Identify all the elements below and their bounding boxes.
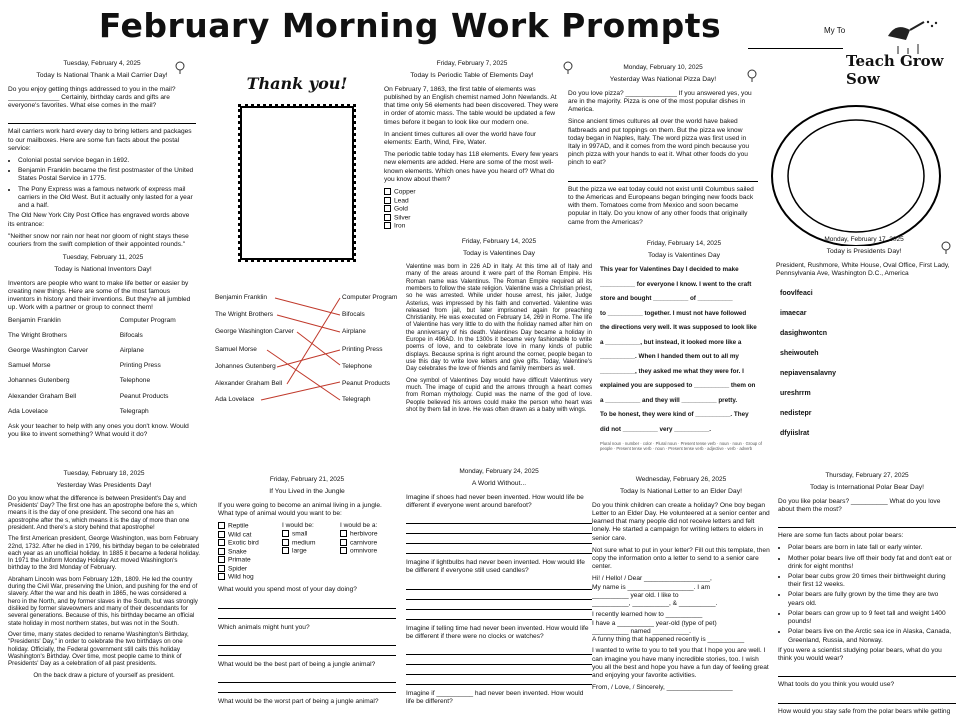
panel-text: President, Rushmore, White House, Oval Office, First Lady, Pennsylvania Ave, Washington D.C., America: [776, 261, 950, 277]
madlib-line[interactable]: __________. When I handed them out to all my: [600, 353, 739, 361]
match-item: Bifocals: [342, 311, 365, 318]
panel-text: In ancient times cultures all over the world have four elements: Earth, Wind, Fire, Water.: [384, 130, 537, 147]
panel-text: Here are some fun facts about polar bears:: [778, 532, 904, 540]
inventor-name: The Wright Brothers: [8, 331, 67, 339]
inventor-name: Benjamin Franklin: [8, 316, 61, 324]
letter-line[interactable]: Hi! / Hello! / Dear __________________,: [592, 575, 712, 583]
letter-line[interactable]: From, / Love, / Sincerely, __________________: [592, 684, 733, 692]
fact-item: • Mother polar bears live off their body fat and don't eat or drink for eight months!: [788, 555, 956, 571]
match-item: Printing Press: [342, 346, 383, 353]
panel-heading: Today Is National Letter to an Elder Day!: [619, 488, 743, 496]
inventor-name: Johannes Gutenberg: [8, 377, 70, 385]
scramble-list: [780, 290, 950, 450]
letter-line[interactable]: My name is __________________. I am: [592, 583, 711, 591]
fact-item: • Polar bears live on the Arctic sea ice in Alaska, Canada, Greenland, Russia, and Norway.: [788, 628, 956, 644]
madlib-line[interactable]: did not __________ very __________.: [600, 425, 711, 433]
panel-heading: Today Is Periodic Table of Elements Day!: [410, 72, 534, 80]
panel-date: Tuesday, February 11, 2025: [62, 254, 144, 261]
size-option[interactable]: medium: [282, 539, 334, 547]
match-name: The Wright Brothers: [215, 311, 274, 318]
panel-periodic-table: [384, 60, 560, 250]
thank-you-title: Thank you!: [246, 74, 348, 93]
scramble-word[interactable]: dasighwontcn: [780, 330, 828, 337]
panel-text: On February 7, 1863, the first table of elements was published by an English chemist named John Newlands. At that time only 56 elements had been discovered. They were in order of atomic mass. The table would be updated a few times before it began to look like our modern one.: [384, 85, 559, 126]
question: Imagine if shoes had never been invented. How would life be different if everyone went around barefoot?: [406, 493, 584, 509]
letter-line[interactable]: __________ year old. I like to: [592, 591, 679, 599]
diet-option[interactable]: herbivore: [340, 530, 396, 538]
panel-text: Mail carriers work hard every day to bring letters and packages to our mailboxes. Here are some fun facts about the postal service:: [8, 128, 192, 152]
diet-option[interactable]: carnivore: [340, 539, 396, 547]
element-option[interactable]: Copper: [384, 188, 560, 196]
teach-grow-sow-mini-icon: [560, 60, 576, 74]
element-option[interactable]: Gold: [384, 205, 560, 213]
panel-text: Do you enjoy getting things addressed to you in the mail? ______________ Certainly, birthday cards and gifts are everyone's favorites. What else comes in the mail?: [8, 85, 176, 110]
madlib-line[interactable]: __________ for everyone I know. I went to the craft: [600, 280, 752, 288]
diet-label: I would be a:: [340, 522, 378, 530]
question: What tools do you think you would use?: [778, 681, 895, 689]
panel-mail-carrier: [8, 60, 196, 252]
inventor-table: [8, 317, 198, 424]
madlib-line[interactable]: To be honest, they were kind of __________. They: [600, 411, 749, 419]
panel-footer: On the back draw a picture of yourself as president.: [33, 671, 175, 679]
panel-text: Do you think children can create a holiday? One boy began Letter to an Elder Day. He volunteered at a senior center and learned that many people did not receive letters and felt lonely. He started a campaign for writing letters to elders in senior care.: [592, 501, 770, 542]
invention-name: Telephone: [119, 377, 151, 385]
panel-polar-bear: [778, 472, 956, 716]
watering-can-icon: [868, 18, 948, 54]
element-option[interactable]: Lead: [384, 197, 560, 205]
scramble-word[interactable]: nepiavensalavny: [780, 370, 837, 377]
size-label: I would be:: [282, 522, 314, 530]
panel-date: Tuesday, February 4, 2025: [63, 60, 141, 67]
panel-text: But the pizza we eat today could not exist until Columbus sailed to the Americas and Europeans began bringing new foods back with them. Tomatoes come from Mexico and soon became popular in Italy. Do you know of any other foods that originally came from the Americas?: [568, 185, 754, 226]
panel-pizza: [568, 64, 758, 240]
panel-date: Friday, February 7, 2025: [436, 60, 508, 67]
animal-option[interactable]: Wild cat: [218, 531, 276, 539]
scramble-word[interactable]: nedistepr: [780, 410, 812, 417]
scramble-word[interactable]: dfyiislrat: [780, 430, 810, 437]
question: Imagine if lightbulbs had never been invented. How would life be different if everyone still used candles?: [406, 559, 585, 575]
panel-heading: If You Lived in the Jungle: [269, 488, 345, 496]
element-option[interactable]: Iron: [384, 222, 560, 230]
invention-name: Peanut Products: [119, 392, 169, 400]
animal-option[interactable]: Wild hog: [218, 573, 276, 581]
fact-item: • Colonial postal service began in 1692.: [18, 157, 196, 165]
fact-item: • The Pony Express was a famous network of express mail carriers in the Old West. But it actually only lasted for a year and a half.: [18, 186, 196, 211]
scramble-word[interactable]: foovlfeaci: [780, 290, 813, 297]
question: Imagine if __________ had never been invented. How would life be different?: [406, 690, 584, 706]
panel-text: The first American president, George Washington, was born February 22nd, 1732. After he died in 1799, his birthday began to be celebrated each year as an unofficial holiday. In 1885 it became a federal holiday. In 1971 the Uniform Monday Holiday Act moved Washington's birthday to the 3rd Monday of February.: [8, 535, 200, 572]
fact-item: • Polar bears can grow up to 9 feet tall and weight 1400 pounds!: [788, 610, 956, 626]
diet-option[interactable]: omnivore: [340, 547, 396, 555]
size-option[interactable]: large: [282, 547, 334, 555]
inventor-name: Alexander Graham Bell: [8, 392, 77, 400]
invention-name: Printing Press: [119, 362, 161, 370]
panel-heading: Today is National Inventors Day!: [54, 266, 152, 274]
panel-text: Do you know what the difference is between President's Day and Presidents' Day? The first one has an apostrophe before the s, which means it is the day of one president. The second one has an apostrophe after the s, which means it is the day of more than one president. And there's a story behind that apostrophe!: [8, 494, 198, 531]
madlib-hints: Plural noun · number · color · Plural noun · Present tense verb · noun · noun · Group of people · Present tense verb · noun · Present tense verb · adjective · verb · adverb: [600, 440, 762, 451]
question: What would you spend most of your day doing?: [218, 586, 357, 594]
fact-item: • Polar bears are fully grown by the time they are two years old.: [788, 591, 956, 607]
match-item: Computer Program: [342, 294, 398, 301]
panel-date: Friday, February 21, 2025: [269, 476, 345, 483]
brand-name: Teach Grow Sow: [846, 52, 944, 88]
my-to-label: My To: [824, 26, 846, 35]
panel-text: Inventors are people who want to make life better or easier by creating new things. Here are some of the most famous inventors in history and their inventions. But they're all jumbled up. Work with a partner or group to connect them!: [8, 279, 191, 312]
match-item: Peanut Products: [342, 380, 391, 387]
madlib-line[interactable]: store and bought __________ of __________: [600, 295, 733, 303]
panel-date: Monday, February 10, 2025: [623, 64, 703, 71]
matching-answer-key: [215, 292, 403, 412]
fact-item: • Benjamin Franklin became the first postmaster of the United States Postal Service in 1775.: [18, 167, 196, 183]
answer-line: [8, 114, 196, 124]
panel-inventors: [8, 254, 198, 468]
fact-item: • Polar bear cubs grow 20 times their birthweight during their first 12 weeks.: [788, 573, 956, 589]
madlib-line[interactable]: explained you are supposed to __________ them on: [600, 382, 756, 390]
question: Imagine if telling time had never been invented. How would life be different if there were no clocks or watches?: [406, 624, 589, 640]
inventor-name: Samuel Morse: [8, 362, 51, 370]
panel-text: Ask your teacher to help with any ones you don't know. Would you like to invent something? What would it do?: [8, 423, 189, 439]
panel-text: Valentine was born in 226 AD in Italy. At this time all of Italy and many of the areas around it were part of the Roman Empire. His Roman name was Valentinus. The Roman Empire required all its members to follow the state religion. Valentine was a Christian priest, so he was arrested. While under house arrest, his jailer, Judge Asterius, was impressed by his faith and converted. Valentine was released from jail, but later imprisoned again for preaching Christianity. He was executed on February 14, 269 in Rome. The life of Valentine has very little to do with the holiday named after him on the anniversary of his death. Valentines Day became a holiday in Europe in 496AD. In the 1300s it became very fashionable to write poems of love, and to celebrate love in many kinds of public displays. Because sprina is right around the corner, people began to use this day to write love letters and give gifts. Today, Valentine's Day celebrates the love of friends and family members as well.: [406, 262, 592, 373]
madlib-line[interactable]: the directions very well. It was supposed to look like: [600, 324, 757, 332]
match-name: Alexander Graham Bell: [215, 380, 283, 387]
panel-text: Do you love pizza? ______________ If you answered yes, you are in the majority. Pizza is one of the most popular dishes in America.: [568, 89, 752, 114]
match-name: Benjamin Franklin: [215, 294, 268, 301]
letter-line[interactable]: I have a __________ year-old (type of pet): [592, 619, 717, 627]
panel-text: Do you like polar bears? __________ What do you love about them the most?: [778, 497, 941, 513]
match-name: Samuel Morse: [215, 346, 257, 353]
question: What would be the best part of being a jungle animal?: [218, 660, 376, 668]
my-to-line: [748, 48, 843, 49]
plate-icon: [766, 96, 946, 246]
madlib-line[interactable]: a __________ and they will __________ pretty.: [600, 396, 738, 404]
size-option[interactable]: small: [282, 530, 334, 538]
animal-option[interactable]: Reptile: [218, 522, 276, 530]
letter-line[interactable]: I recently learned how to __________: [592, 611, 703, 619]
answer-line: [568, 172, 758, 182]
panel-letter-elder: [592, 476, 770, 716]
panel-date: Tuesday, February 18, 2025: [63, 470, 145, 477]
match-item: Airplane: [342, 328, 366, 335]
teach-grow-sow-mini-icon: [938, 240, 954, 254]
panel-world-without: [406, 468, 592, 716]
panel-date: Thursday, February 27, 2025: [825, 472, 909, 479]
madlib-line[interactable]: This year for Valentines Day I decided to make: [600, 265, 739, 273]
madlib-line[interactable]: to __________ together. I must not have followed: [600, 309, 747, 317]
animal-option[interactable]: Exotic bird: [218, 539, 276, 547]
page-title: February Morning Work Prompts: [98, 6, 722, 45]
panel-heading: Today is Presidents Day!: [826, 248, 902, 256]
letter-line[interactable]: __________ named __________.: [592, 627, 691, 635]
panel-valentine-history: [406, 238, 592, 464]
panel-presidents-history: [8, 470, 200, 716]
panel-heading: Yesterday Was National Pizza Day!: [609, 76, 717, 84]
panel-date: Monday, February 24, 2025: [459, 468, 539, 475]
question: What would be the worst part of being a jungle animal?: [218, 698, 379, 706]
invention-name: Telegraph: [119, 407, 149, 415]
scramble-word[interactable]: sheiwouteh: [780, 350, 819, 357]
scramble-word[interactable]: ureshrrm: [780, 390, 811, 397]
stamp-frame: [240, 106, 354, 260]
panel-text: Since ancient times cultures all over the world have baked flatbreads and put toppings on them. But the pizza we know today began in Naples, Italy. The word pizza was first used in Italy in 997AD, and it comes from the word pinch because you pinch pizza with your hands to eat it. What other foods do you pinch to eat?: [568, 118, 750, 167]
match-item: Telephone: [342, 363, 372, 370]
fact-item: • Polar bears are born in late fall or early winter.: [788, 544, 956, 552]
animal-options: [218, 522, 396, 581]
panel-heading: Today is Valentines Day: [647, 251, 721, 259]
panel-date: Wednesday, February 26, 2025: [635, 476, 727, 483]
panel-date: Monday, February 17, 2025: [824, 236, 904, 243]
panel-heading: A World Without...: [471, 480, 527, 488]
madlib-line[interactable]: __________, they asked me what they were for. I: [600, 367, 744, 375]
panel-date: Friday, February 14, 2025: [646, 240, 722, 247]
letter-line[interactable]: __________, __________, & __________.: [592, 600, 718, 608]
match-name: Ada Lovelace: [215, 396, 255, 403]
scramble-word[interactable]: imaecar: [780, 310, 807, 317]
invention-name: Airplane: [119, 347, 144, 355]
animal-option[interactable]: Spider: [218, 565, 276, 573]
panel-heading: Today is Valentines Day: [462, 249, 536, 257]
panel-text: I wanted to write to you to tell you that I hope you are well. I can imagine you have many incredible stories, too. I wish you all the best and hope you have a fun day of feeling great and enjoying your favorite activities.: [592, 647, 769, 680]
panel-text: Abraham Lincoln was born February 12th, 1809. He led the country during the Civil War, preserving the Union, and pushing for the end of slavery. After the war and his death in 1865, he was considered a hero in the North, and by former slaves in the South, but was strongly disliked by former slaveowners and many of their descendants for several generations. Because of this, his birthday became an official state holiday in most northern states, but was not in the South.: [8, 575, 198, 627]
panel-presidents-scramble: [776, 236, 952, 296]
panel-heading: Today is International Polar Bear Day!: [809, 484, 925, 492]
panel-heading: Today Is National Thank a Mail Carrier Day!: [36, 72, 168, 80]
teach-grow-sow-mini-icon: [744, 68, 760, 82]
panel-text: Not sure what to put in your letter? Fill out this template, then copy the information onto a letter to send to a senior care center.: [592, 546, 770, 571]
panel-text: If you were going to become an animal living in a jungle. What type of animal would you want to be:: [218, 501, 382, 517]
question: If you were a scientist studying polar bears, what do you think you would wear?: [778, 646, 942, 663]
panel-jungle: [218, 476, 396, 716]
pizza-plate-drawing: [766, 96, 946, 246]
panel-valentine-madlib: [600, 240, 768, 470]
brand-logo: [808, 18, 958, 88]
invention-name: Bifocals: [119, 331, 143, 339]
match-name: Johannes Gutenberg: [215, 363, 276, 370]
invention-name: Computer Program: [119, 316, 176, 324]
panel-text: The Old New York City Post Office has engraved words above its entrance:: [8, 212, 190, 228]
panel-heading: Yesterday Was Presidents Day!: [56, 481, 152, 489]
question: Which animals might hunt you?: [218, 623, 310, 631]
panel-text: The periodic table today has 118 elements. Every few years new elements are added. Here are some of the most well-known elements. Which ones have you heard of? What do you know about them?: [384, 151, 559, 183]
teach-grow-sow-mini-icon: [172, 60, 188, 74]
letter-line[interactable]: A funny thing that happened recently is __________: [592, 636, 745, 644]
thank-you-stamp-panel: [232, 74, 362, 264]
madlib-line[interactable]: a __________, but instead, it looked more like a: [600, 338, 742, 346]
quote-text: "Neither snow nor rain nor heat nor gloom of night stays these couriers from the swift completion of their appointed rounds.": [8, 232, 189, 249]
inventor-name: George Washington Carver: [8, 347, 89, 355]
question: How would you stay safe from the polar bears while getting: [778, 707, 951, 715]
element-option[interactable]: Silver: [384, 214, 560, 222]
panel-date: Friday, February 14, 2025: [461, 238, 537, 245]
match-item: Telegraph: [342, 396, 371, 403]
panel-text: Over time, many states decided to rename Washington's Birthday, "Presidents' Day," in order to celebrate the two birthdays on one holiday. Officially, the Federal government still calls this holiday Washington's Birthday. Over time, most people came to think of Presidents' Day as a celebration of all past presidents.: [8, 630, 189, 668]
match-name: George Washington Carver: [215, 328, 294, 335]
panel-text: One symbol of Valentines Day would have difficult Valentinus very much. The image of cupid and the arrows through a heart comes from Roman mythology. Cupid was the name of the god of love. People believed his arrows could make the person who heart was shot by them fall in love. He was often drawn as a baby with wings.: [406, 376, 592, 413]
animal-option[interactable]: Primate: [218, 556, 276, 564]
animal-option[interactable]: Snake: [218, 548, 276, 556]
inventor-name: Ada Lovelace: [8, 407, 48, 415]
